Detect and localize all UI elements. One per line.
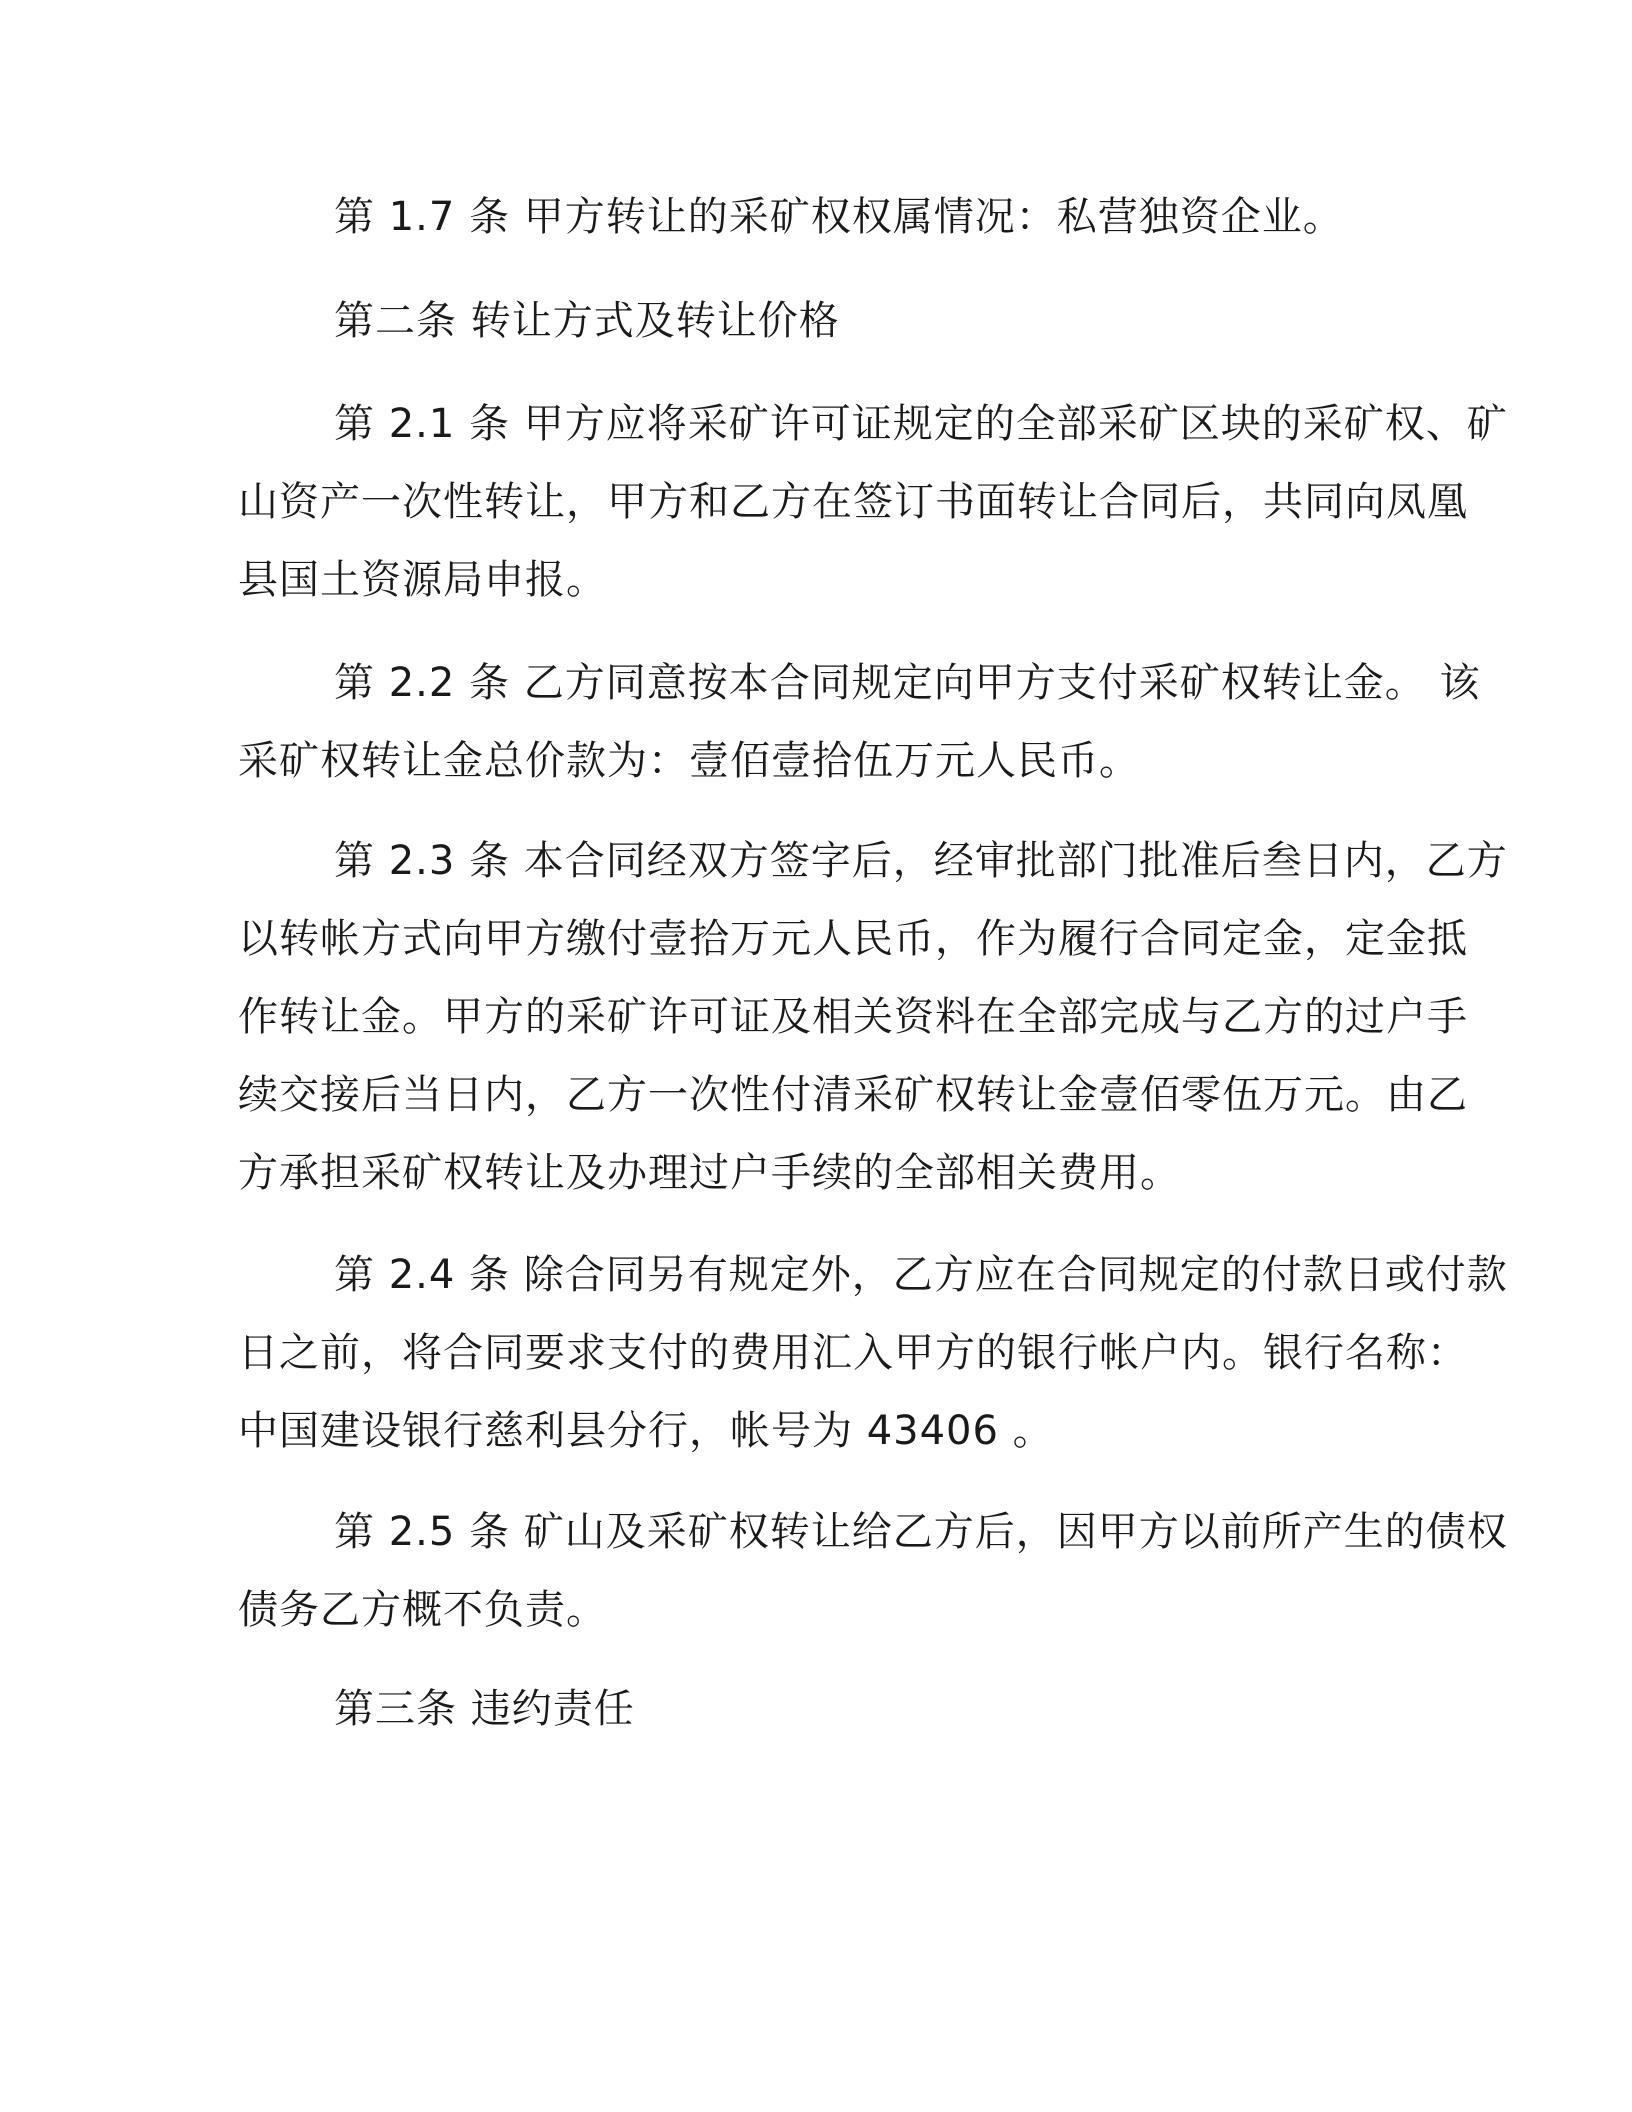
text-line: 山资产一次性转让，甲方和乙方在签订书面转让合同后，共同向凤凰 bbox=[238, 479, 1468, 525]
text-line: 县国土资源局申报。 bbox=[238, 557, 607, 603]
clause-2-4 bbox=[238, 1236, 1508, 1470]
text-line: 作转让金。甲方的采矿许可证及相关资料在全部完成与乙方的过户手 bbox=[238, 994, 1468, 1040]
text-line: 方承担采矿权转让及办理过户手续的全部相关费用。 bbox=[238, 1150, 1181, 1196]
text-line: 以转帐方式向甲方缴付壹拾万元人民币，作为履行合同定金，定金抵 bbox=[238, 916, 1468, 962]
clause-2-1 bbox=[238, 385, 1508, 619]
text-line: 债务乙方概不负责。 bbox=[238, 1587, 607, 1633]
clause-1-7 bbox=[238, 178, 1388, 256]
text-line: 第 1.7 条 甲方转让的采矿权权属情况：私营独资企业。 bbox=[334, 194, 1344, 240]
text-line: 第 2.2 条 乙方同意按本合同规定向甲方支付采矿权转让金。 该 bbox=[334, 660, 1481, 706]
text-line: 第三条 违约责任 bbox=[334, 1686, 635, 1732]
clause-2-2 bbox=[238, 644, 1481, 800]
section-2-heading bbox=[238, 282, 1388, 360]
text-line: 第二条 转让方式及转让价格 bbox=[334, 298, 840, 344]
text-line: 第 2.3 条 本合同经双方签字后，经审批部门批准后叁日内，乙方 bbox=[334, 838, 1508, 884]
text-line: 续交接后当日内，乙方一次性付清采矿权转让金壹佰零伍万元。由乙 bbox=[238, 1072, 1468, 1118]
text-line: 第 2.4 条 除合同另有规定外，乙方应在合同规定的付款日或付款 bbox=[334, 1252, 1508, 1298]
section-3-heading bbox=[238, 1670, 1388, 1748]
text-line: 日之前，将合同要求支付的费用汇入甲方的银行帐户内。银行名称： bbox=[238, 1330, 1468, 1376]
clause-2-5 bbox=[238, 1493, 1508, 1649]
text-line: 第 2.1 条 甲方应将采矿许可证规定的全部采矿区块的采矿权、矿 bbox=[334, 401, 1508, 447]
text-line: 采矿权转让金总价款为：壹佰壹拾伍万元人民币。 bbox=[238, 738, 1140, 784]
clause-2-3 bbox=[238, 822, 1508, 1212]
text-line: 中国建设银行慈利县分行，帐号为 43406 。 bbox=[238, 1408, 1054, 1454]
text-line: 第 2.5 条 矿山及采矿权转让给乙方后，因甲方以前所产生的债权 bbox=[334, 1509, 1508, 1555]
